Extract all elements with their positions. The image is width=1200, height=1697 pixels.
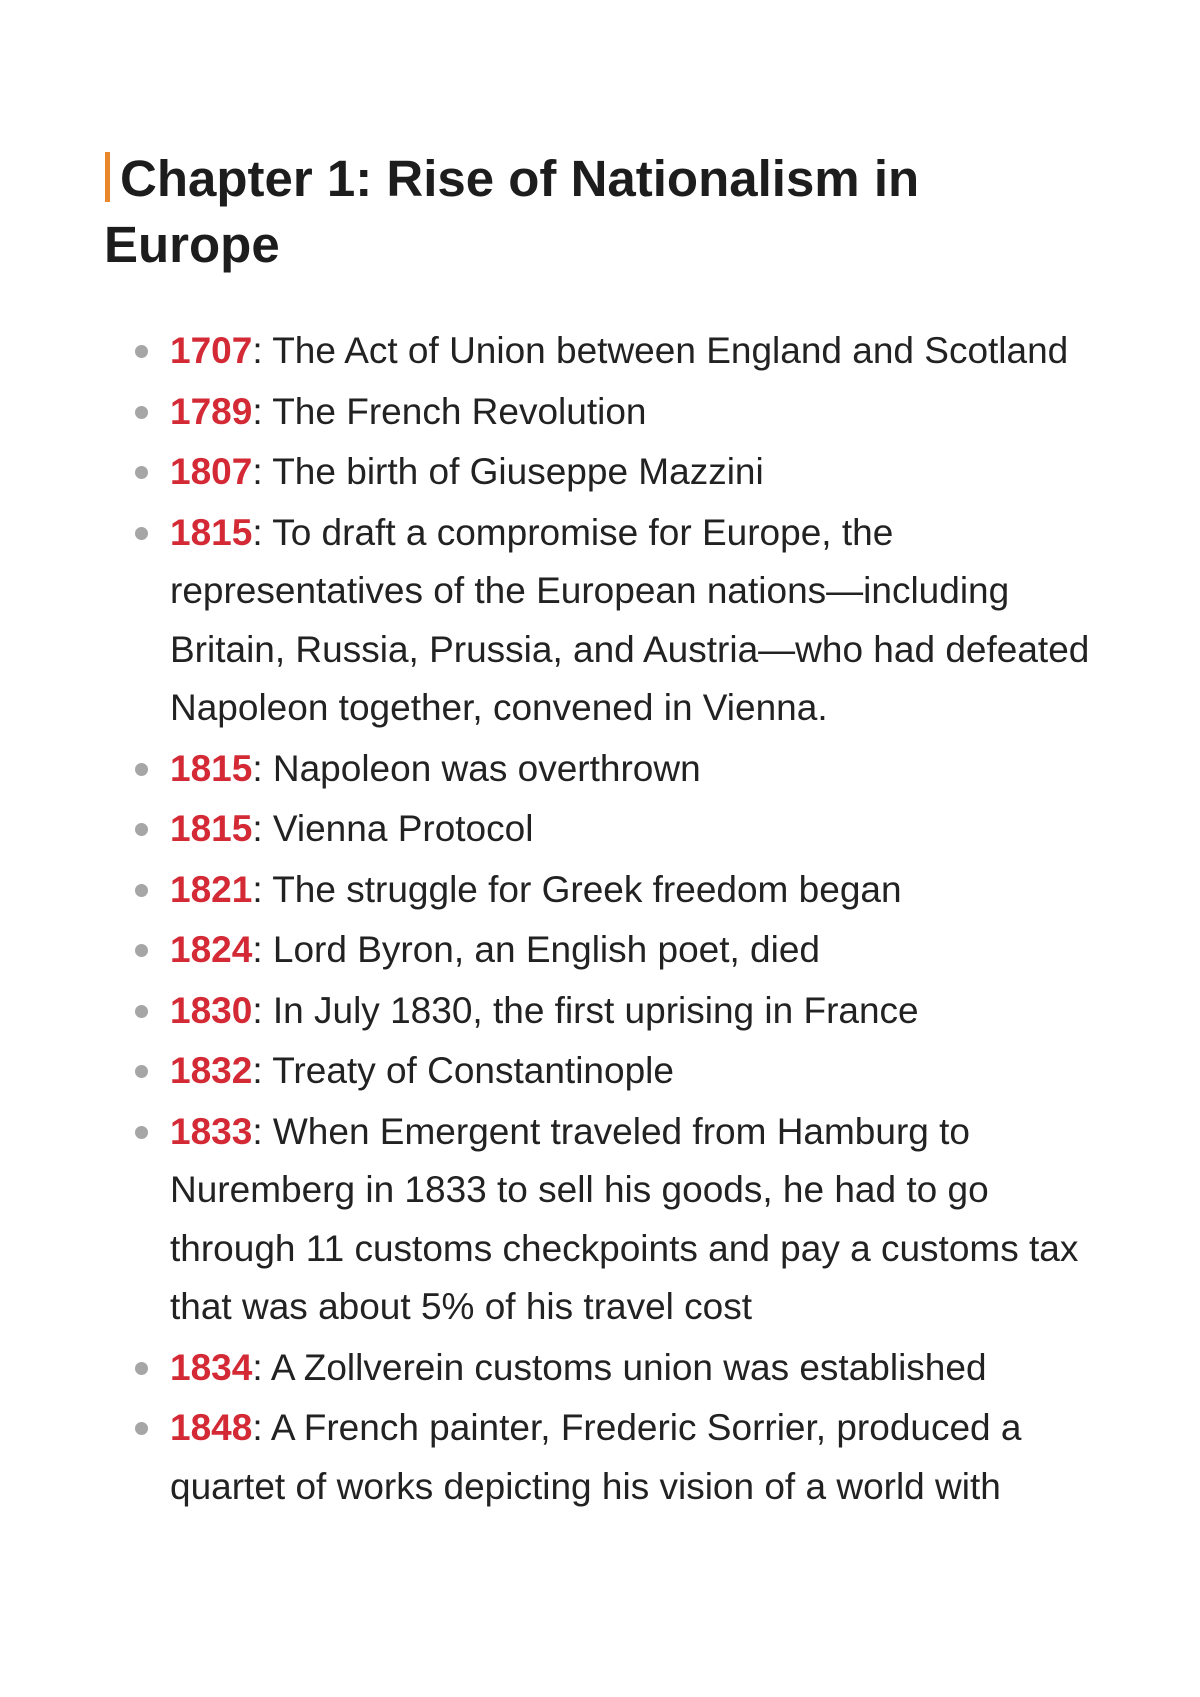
timeline-item [130,1339,1100,1398]
timeline-item [130,1042,1100,1101]
event-year: 1815 [170,511,253,553]
bullet-icon [135,466,148,479]
bullet-icon [135,944,148,957]
timeline-item [130,800,1100,859]
event-text: : Lord Byron, an English poet, died [252,929,821,970]
event-text: : Vienna Protocol [252,808,534,849]
timeline-item [130,1399,1100,1516]
chapter-heading [104,146,1104,278]
timeline-item [130,443,1100,502]
bullet-icon [135,1362,148,1375]
event-year: 1832 [170,1050,253,1091]
event-text: : A French painter, Frederic Sorrier, produced a quartet of works depicting his vision of a world with [170,1407,1022,1507]
bullet-icon [135,823,148,836]
event-text: : Napoleon was overthrown [252,747,701,789]
event-year: 1707 [170,330,253,371]
bullet-icon [135,1005,148,1018]
bullet-icon [135,1126,148,1139]
bullet-icon [135,1422,148,1435]
timeline-list [130,322,1100,1518]
event-text: : In July 1830, the first uprising in France [252,989,919,1031]
event-text: : To draft a compromise for Europe, the representatives of the European nations—including Britain, Russia, Prussia, and Austria—who had defeated Napoleon together, convened in Vienna. [170,511,1090,728]
bullet-icon [135,763,148,776]
timeline-item [130,740,1100,799]
event-year: 1833 [170,1110,253,1152]
timeline-item [130,1103,1100,1337]
heading-accent-bar [105,152,110,202]
bullet-icon [135,345,148,358]
event-year: 1789 [170,390,253,432]
event-year: 1824 [170,929,253,970]
event-year: 1815 [170,747,253,789]
event-text: : When Emergent traveled from Hamburg to Nuremberg in 1833 to sell his goods, he had to go through 11 customs checkpoints and pay a customs tax that was about 5% of his travel cost [170,1110,1079,1327]
timeline-item [130,383,1100,442]
timeline-item [130,322,1100,381]
event-text: : The birth of Giuseppe Mazzini [252,451,764,492]
event-text: : Treaty of Constantinople [252,1050,674,1091]
event-year: 1807 [170,451,253,492]
event-year: 1848 [170,1407,253,1448]
event-text: : The struggle for Greek freedom began [252,868,902,910]
timeline-item [130,921,1100,980]
event-text: : A Zollverein customs union was established [252,1346,987,1388]
bullet-icon [135,884,148,897]
bullet-icon [135,527,148,540]
event-year: 1830 [170,989,253,1031]
chapter-heading-text: Chapter 1: Rise of Nationalism in Europe [104,150,920,273]
event-year: 1834 [170,1346,253,1388]
timeline-item [130,982,1100,1041]
timeline-item [130,861,1100,920]
event-year: 1815 [170,808,253,849]
event-text: : The Act of Union between England and Scotland [252,330,1069,371]
event-text: : The French Revolution [252,390,647,432]
event-year: 1821 [170,868,253,910]
timeline-item [130,504,1100,738]
bullet-icon [135,1065,148,1078]
bullet-icon [135,406,148,419]
